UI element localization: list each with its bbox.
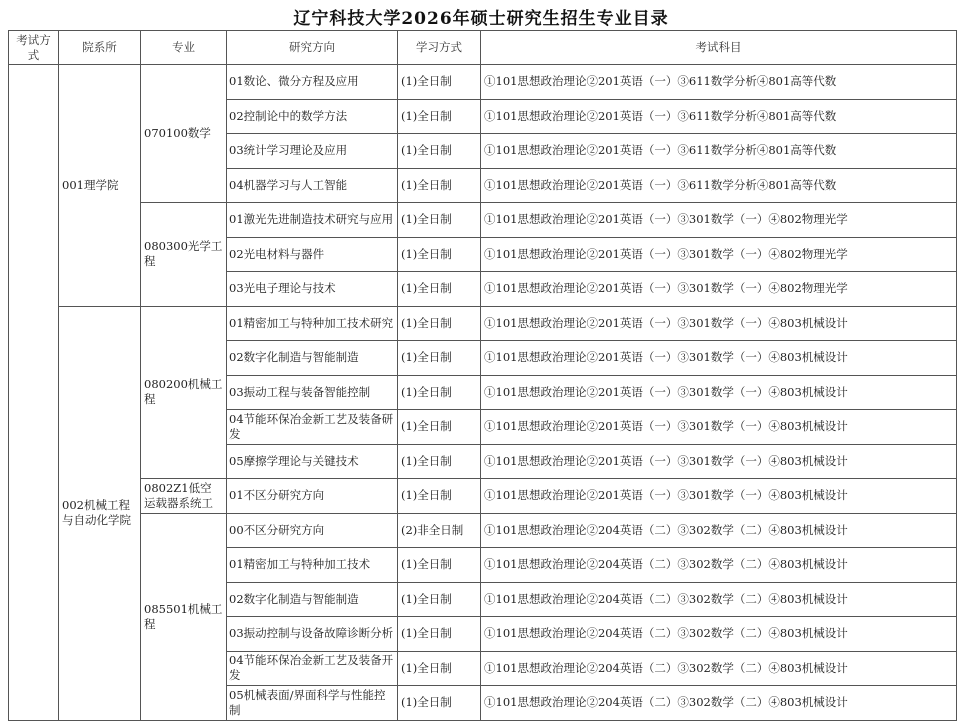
direction-cell: 02控制论中的数学方法 [227,99,398,134]
direction-cell: 05摩擦学理论与关键技术 [227,444,398,479]
study-mode-cell: (1)全日制 [398,375,481,410]
major-cell: 080200机械工程 [141,306,227,479]
header-study-mode: 学习方式 [398,31,481,65]
table-row [9,513,957,548]
table-row [9,306,957,341]
exam-method-cell [9,65,59,721]
subjects-cell: ①101思想政治理论②201英语（一）③301数学（一）④802物理光学 [481,237,957,272]
direction-cell: 05机械表面/界面科学与性能控制 [227,686,398,721]
direction-cell: 02数字化制造与智能制造 [227,341,398,376]
header-major: 专业 [141,31,227,65]
subjects-cell: ①101思想政治理论②201英语（一）③301数学（一）④803机械设计 [481,375,957,410]
direction-cell: 03振动工程与装备智能控制 [227,375,398,410]
header-subjects: 考试科目 [481,31,957,65]
header-direction: 研究方向 [227,31,398,65]
direction-cell: 01精密加工与特种加工技术研究 [227,306,398,341]
direction-cell: 04节能环保冶金新工艺及装备研发 [227,410,398,445]
study-mode-cell: (1)全日制 [398,306,481,341]
study-mode-cell: (1)全日制 [398,168,481,203]
subjects-cell: ①101思想政治理论②204英语（二）③302数学（二）④803机械设计 [481,686,957,721]
subjects-cell: ①101思想政治理论②201英语（一）③301数学（一）④802物理光学 [481,272,957,307]
direction-cell: 03振动控制与设备故障诊断分析 [227,617,398,652]
subjects-cell: ①101思想政治理论②204英语（二）③302数学（二）④803机械设计 [481,651,957,686]
direction-cell: 04节能环保冶金新工艺及装备开发 [227,651,398,686]
direction-cell: 02数字化制造与智能制造 [227,582,398,617]
direction-cell: 00不区分研究方向 [227,513,398,548]
subjects-cell: ①101思想政治理论②201英语（一）③611数学分析④801高等代数 [481,134,957,169]
study-mode-cell: (1)全日制 [398,582,481,617]
header-row [9,31,957,65]
table-row [9,479,957,514]
study-mode-cell: (1)全日制 [398,617,481,652]
subjects-cell: ①101思想政治理论②204英语（二）③302数学（二）④803机械设计 [481,582,957,617]
header-exam-method: 考试方式 [9,31,59,65]
study-mode-cell: (1)全日制 [398,341,481,376]
subjects-cell: ①101思想政治理论②201英语（一）③301数学（一）④803机械设计 [481,341,957,376]
subjects-cell: ①101思想政治理论②204英语（二）③302数学（二）④803机械设计 [481,617,957,652]
major-cell: 070100数学 [141,65,227,203]
header-department: 院系所 [59,31,141,65]
study-mode-cell: (1)全日制 [398,65,481,100]
study-mode-cell: (1)全日制 [398,444,481,479]
major-cell: 080300光学工程 [141,203,227,307]
direction-cell: 02光电材料与器件 [227,237,398,272]
subjects-cell: ①101思想政治理论②201英语（一）③301数学（一）④803机械设计 [481,479,957,514]
direction-cell: 01数论、微分方程及应用 [227,65,398,100]
page-title: 辽宁科技大学2026年硕士研究生招生专业目录 [293,9,669,29]
study-mode-cell: (1)全日制 [398,686,481,721]
study-mode-cell: (1)全日制 [398,651,481,686]
subjects-cell: ①101思想政治理论②204英语（二）③302数学（二）④803机械设计 [481,548,957,583]
study-mode-cell: (1)全日制 [398,548,481,583]
catalog-table [8,30,957,721]
direction-cell: 01不区分研究方向 [227,479,398,514]
subjects-cell: ①101思想政治理论②201英语（一）③301数学（一）④802物理光学 [481,203,957,238]
direction-cell: 04机器学习与人工智能 [227,168,398,203]
subjects-cell: ①101思想政治理论②201英语（一）③301数学（一）④803机械设计 [481,444,957,479]
study-mode-cell: (1)全日制 [398,272,481,307]
study-mode-cell: (1)全日制 [398,99,481,134]
direction-cell: 03统计学习理论及应用 [227,134,398,169]
major-cell: 085501机械工程 [141,513,227,720]
study-mode-cell: (1)全日制 [398,479,481,514]
direction-cell: 01精密加工与特种加工技术 [227,548,398,583]
study-mode-cell: (1)全日制 [398,134,481,169]
subjects-cell: ①101思想政治理论②201英语（一）③611数学分析④801高等代数 [481,168,957,203]
subjects-cell: ①101思想政治理论②201英语（一）③301数学（一）④803机械设计 [481,410,957,445]
table-row [9,203,957,238]
subjects-cell: ①101思想政治理论②201英语（一）③301数学（一）④803机械设计 [481,306,957,341]
department-cell: 002机械工程与自动化学院 [59,306,141,720]
subjects-cell: ①101思想政治理论②204英语（二）③302数学（二）④803机械设计 [481,513,957,548]
department-cell: 001理学院 [59,65,141,307]
subjects-cell: ①101思想政治理论②201英语（一）③611数学分析④801高等代数 [481,65,957,100]
study-mode-cell: (1)全日制 [398,203,481,238]
table-row [9,65,957,100]
direction-cell: 01激光先进制造技术研究与应用 [227,203,398,238]
major-cell: 0802Z1低空运载器系统工 [141,479,227,514]
study-mode-cell: (2)非全日制 [398,513,481,548]
subjects-cell: ①101思想政治理论②201英语（一）③611数学分析④801高等代数 [481,99,957,134]
study-mode-cell: (1)全日制 [398,410,481,445]
direction-cell: 03光电子理论与技术 [227,272,398,307]
study-mode-cell: (1)全日制 [398,237,481,272]
